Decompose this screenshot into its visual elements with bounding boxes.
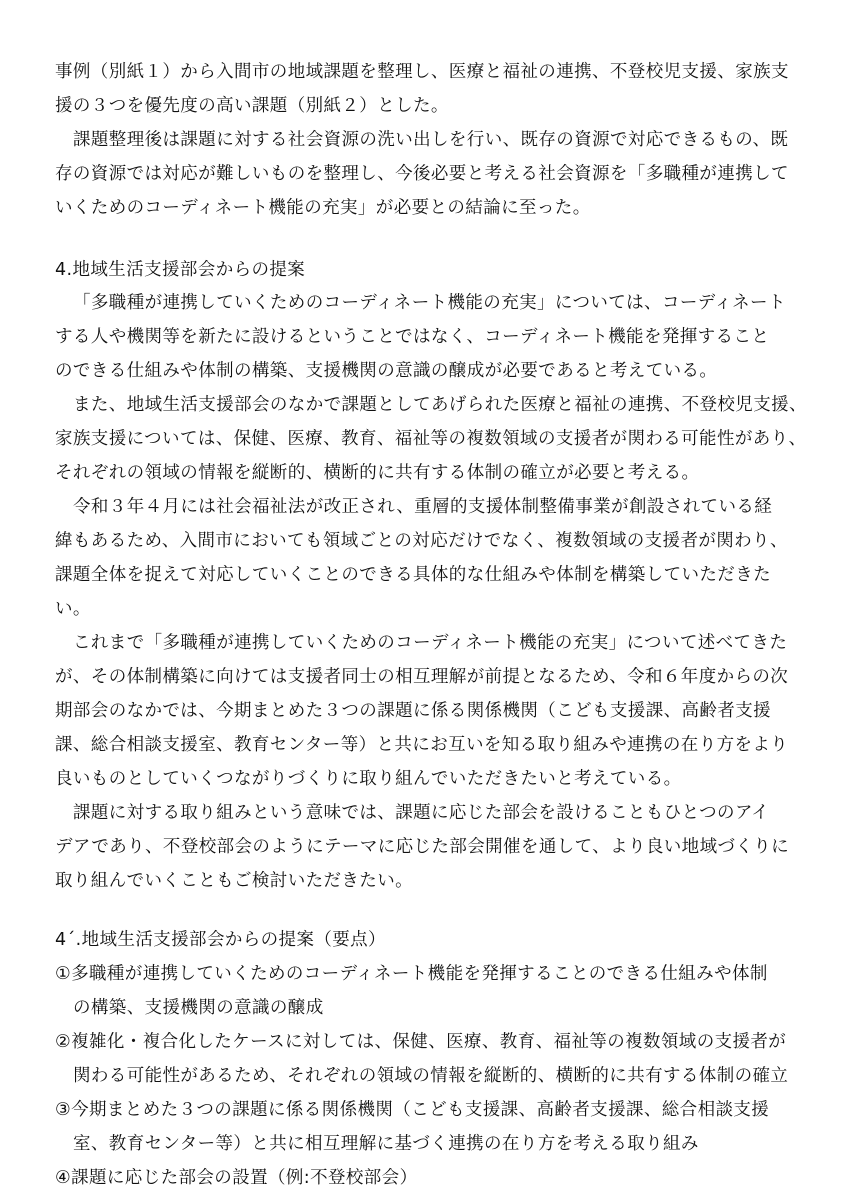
intro-line: 課題整理後は課題に対する社会資源の洗い出しを行い、既存の資源で対応できるもの、既 <box>73 130 789 150</box>
list-item-continuation: 室、教育センター等）と共に相互理解に基づく連携の在り方を考える取り組み <box>73 1134 699 1154</box>
intro-line: 事例（別紙１）から入間市の地域課題を整理し、医療と福祉の連携、不登校児支援、家族支 <box>55 62 789 82</box>
list-item: ④課題に応じた部会の設置（例:不登校部会） <box>55 1168 418 1188</box>
body-line: 取り組んでいくこともご検討いただきたい。 <box>55 871 413 891</box>
section-heading: 4´.地域生活支援部会からの提案（要点） <box>55 930 386 950</box>
body-line: 家族支援については、保健、医療、教育、福祉等の複数領域の支援者が関わる可能性があり、 <box>55 429 807 449</box>
body-line: 課、総合相談支援室、教育センター等）と共にお互いを知る取り組みや連携の在り方をより <box>55 735 789 755</box>
body-line: また、地域生活支援部会のなかで課題としてあげられた医療と福祉の連携、不登校児支援、 <box>73 395 807 415</box>
body-line: 令和３年４月には社会福祉法が改正され、重層的支援体制整備事業が創設されている経 <box>73 497 773 517</box>
body-line: これまで「多職種が連携していくためのコーディネート機能の充実」について述べてきた <box>73 633 788 653</box>
intro-line: いくためのコーディネート機能の充実」が必要との結論に至った。 <box>55 198 591 218</box>
list-item-continuation: の構築、支援機関の意識の醸成 <box>73 998 324 1018</box>
body-line: 期部会のなかでは、今期まとめた３つの課題に係る関係機関（こども支援課、高齢者支援 <box>55 701 771 721</box>
list-item: ②複雑化・複合化したケースに対しては、保健、医療、教育、福祉等の複数領域の支援者が <box>55 1032 787 1052</box>
list-item: ③今期まとめた３つの課題に係る関係機関（こども支援課、高齢者支援課、総合相談支援 <box>55 1100 770 1120</box>
body-line: い。 <box>55 599 91 619</box>
intro-line: 援の３つを優先度の高い課題（別紙２）とした。 <box>55 96 449 116</box>
body-line: デアであり、不登校部会のようにテーマに応じた部会開催を通して、より良い地域づくりに <box>55 837 790 857</box>
body-line: 課題に対する取り組みという意味では、課題に応じた部会を設けることもひとつのアイ <box>73 803 770 823</box>
list-item-continuation: 関わる可能性があるため、それぞれの領域の情報を縦断的、横断的に共有する体制の確立 <box>73 1066 789 1086</box>
body-line: 緯もあるため、入間市においても領域ごとの対応だけでなく、複数領域の支援者が関わり、 <box>55 531 788 551</box>
body-line: する人や機関等を新たに設けるということではなく、コーディネート機能を発揮すること <box>55 327 770 347</box>
body-line: のできる仕組みや体制の構築、支援機関の意識の醸成が必要であると考えている。 <box>55 361 718 381</box>
body-line: それぞれの領域の情報を縦断的、横断的に共有する体制の確立が必要と考える。 <box>55 463 700 483</box>
list-item: ①多職種が連携していくためのコーディネート機能を発揮することのできる仕組みや体制 <box>55 964 768 984</box>
section-heading: 4.地域生活支援部会からの提案 <box>55 260 306 280</box>
body-line: 良いものとしていくつながりづくりに取り組んでいただきたいと考えている。 <box>55 769 682 789</box>
body-line: 課題全体を捉えて対応していくことのできる具体的な仕組みや体制を構築していただきた <box>55 565 771 585</box>
body-line: が、その体制構築に向けては支援者同士の相互理解が前提となるため、令和６年度からの次 <box>55 667 789 687</box>
body-line: 「多職種が連携していくためのコーディネート機能の充実」については、コーディネート <box>73 293 786 313</box>
intro-line: 存の資源では対応が難しいものを整理し、今後必要と考える社会資源を「多職種が連携して <box>55 164 789 184</box>
